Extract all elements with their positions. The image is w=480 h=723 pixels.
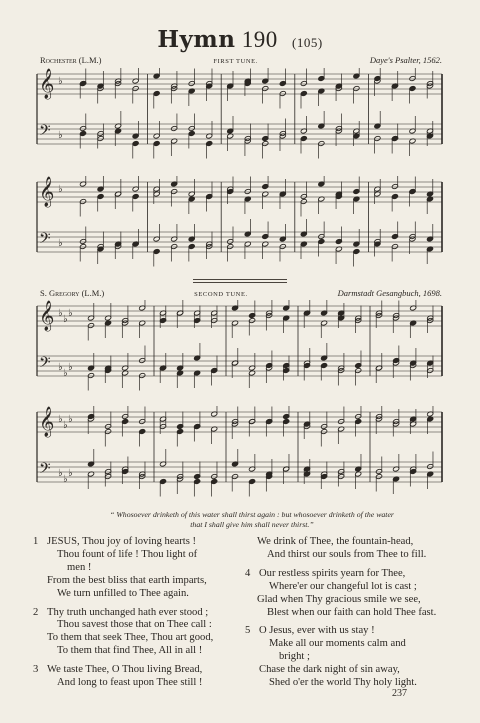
hymn-reference: (105) [291,35,323,50]
verse-3 [33,664,245,690]
page-number: 237 [392,688,407,699]
music-system-3 [36,300,446,392]
verse-1 [33,536,245,601]
bass-clef-icon: 𝄢 [39,354,51,375]
treble-clef-icon: 𝄞 [39,407,55,437]
hymn-title-word: Hymn [157,26,236,53]
verse-line: bright ; [279,651,310,663]
verse-number: 2 [33,606,39,618]
flat-sign-icon: ♭ [63,474,68,485]
flat-sign-icon: ♭ [68,362,73,373]
verse-line: To them that seek Thee, Thou art good, [47,632,214,644]
verse-line: Where'er our changeful lot is cast ; [269,580,417,592]
verse-line: We drink of Thee, the fountain-head, [257,536,414,547]
tune-separator [193,279,287,280]
verse-number: 3 [33,664,39,676]
flat-sign-icon: ♭ [58,308,63,319]
tune-source: Daye's Psalter, 1562. [369,55,442,65]
verse-line: From the best bliss that earth imparts, [47,574,207,586]
flat-sign-icon: ♭ [58,130,63,141]
tune-header-second [40,288,442,298]
verse-line: Shed o'er the world Thy holy light. [269,677,417,689]
verse-line: Thou savest those that on Thee call : [57,619,212,631]
verse-number: 4 [245,567,251,579]
bass-clef-icon: 𝄢 [39,460,51,481]
tune-name: Rochester (L.M.) [40,55,102,65]
tune-header-first [40,55,442,65]
bass-clef-icon: 𝄢 [39,230,51,251]
verse-line: Make all our moments calm and [269,638,406,650]
verse-line: Chase the dark night of sin away, [259,664,400,676]
tune-label: SECOND TUNE. [194,291,248,298]
treble-clef-icon: 𝄞 [39,177,55,207]
verse-2 [33,607,245,659]
flat-sign-icon: ♭ [68,414,73,425]
verse-line: We turn unfilled to Thee again. [57,587,189,599]
verse-line: And thirst our souls from Thee to fill. [267,548,427,560]
verses-right-column [245,536,450,696]
hymn-number: 190 [241,27,278,52]
flat-sign-icon: ♭ [58,362,63,373]
tune-source: Darmstadt Gesangbuch, 1698. [337,288,442,298]
flat-sign-icon: ♭ [58,468,63,479]
verse-line: Glad when Thy gracious smile we see, [257,593,421,605]
flat-sign-icon: ♭ [58,238,63,249]
flat-sign-icon: ♭ [68,468,73,479]
verse-line: And long to feast upon Thee still ! [57,677,203,689]
flat-sign-icon: ♭ [63,420,68,431]
flat-sign-icon: ♭ [68,308,73,319]
treble-clef-icon: 𝄞 [39,301,55,331]
tune-separator [193,282,287,283]
verse-line: O Jesus, ever with us stay ! [259,625,375,637]
music-system-4 [36,406,446,498]
flat-sign-icon: ♭ [63,368,68,379]
scripture-quote [62,510,442,530]
verse-5 [245,625,450,690]
verse-line: To them that find Thee, All in all ! [57,645,203,657]
verse-line: Thou fount of life ! Thou light of [57,548,198,560]
verse-line: Our restless spirits yearn for Thee, [259,567,406,579]
verse-line: We taste Thee, O Thou living Bread, [47,664,203,676]
tune-label: FIRST TUNE. [213,58,258,65]
flat-sign-icon: ♭ [58,414,63,425]
verse-line: men ! [67,561,92,573]
verse-3-continued [245,536,450,562]
music-system-1 [36,68,446,160]
quote-line: that I shall give him shall never thirst.” [190,520,314,529]
verse-number: 5 [245,625,251,637]
verse-line: JESUS, Thou joy of loving hearts ! [47,536,196,547]
verse-4 [245,568,450,620]
tune-name: S. Gregory (L.M.) [40,288,105,298]
verse-number: 1 [33,536,39,547]
hymn-title [0,26,480,53]
bass-clef-icon: 𝄢 [39,122,51,143]
flat-sign-icon: ♭ [58,76,63,87]
verses-left-column [33,536,245,696]
quote-line: “ Whosoever drinketh of this water shall thirst again : but whosoever drinketh of the water [110,510,394,519]
flat-sign-icon: ♭ [63,314,68,325]
flat-sign-icon: ♭ [58,184,63,195]
treble-clef-icon: 𝄞 [39,69,55,99]
music-system-2 [36,176,446,268]
verse-line: Blest when our faith can hold Thee fast. [267,606,437,618]
verse-line: Thy truth unchanged hath ever stood ; [47,606,209,618]
